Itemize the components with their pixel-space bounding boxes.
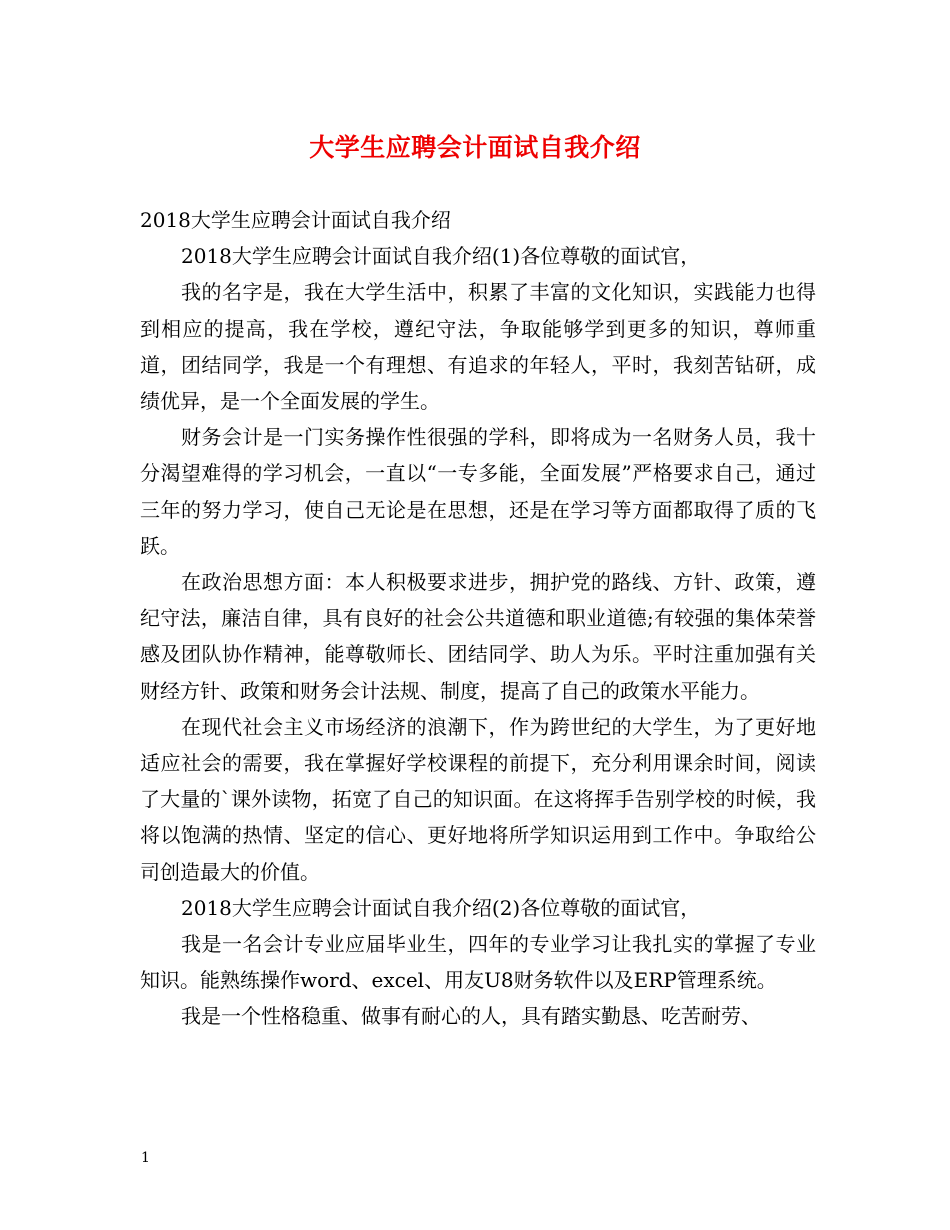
paragraph: 我是一个性格稳重、做事有耐心的人，具有踏实勤恳、吃苦耐劳、	[181, 1004, 761, 1029]
document-title: 大学生应聘会计面试自我介绍	[309, 133, 641, 162]
paragraph-heading: 2018大学生应聘会计面试自我介绍	[140, 208, 451, 232]
paragraph: 我是一名会计专业应届毕业生，四年的专业学习让我扎实的掌握了专业知识。能熟练操作word、excel、用友U8财务软件以及ERP管理系统。	[140, 932, 816, 993]
paragraph: 2018大学生应聘会计面试自我介绍(2)各位尊敬的面试官，	[181, 895, 701, 920]
paragraph: 我的名字是，我在大学生活中，积累了丰富的文化知识，实践能力也得到相应的提高，我在学校，遵纪守法，争取能够学到更多的知识，尊师重道，团结同学，我是一个有理想、有追求的年轻人，平时，我刻苦钻研，成绩优异，是一个全面发展的学生。	[140, 280, 816, 414]
document-body	[140, 202, 816, 1035]
paragraph: 财务会计是一门实务操作性很强的学科，即将成为一名财务人员，我十分渴望难得的学习机会，一直以“一专多能，全面发展”严格要求自己，通过三年的努力学习，使自己无论是在思想，还是在学习等方面都取得了质的飞跃。	[140, 425, 816, 558]
paragraph: 在政治思想方面：本人积极要求进步，拥护党的路线、方针、政策，遵纪守法，廉洁自律，具有良好的社会公共道德和职业道德;有较强的集体荣誉感及团队协作精神，能尊敬师长、团结同学、助人为乐。平时注重加强有关财经方针、政策和财务会计法规、制度，提高了自己的政策水平能力。	[140, 570, 816, 703]
paragraph: 2018大学生应聘会计面试自我介绍(1)各位尊敬的面试官，	[181, 244, 701, 269]
page-number: 1	[141, 1150, 150, 1166]
paragraph: 在现代社会主义市场经济的浪潮下，作为跨世纪的大学生，为了更好地适应社会的需要，我在掌握好学校课程的前提下，充分利用课余时间，阅读了大量的`课外读物，拓宽了自己的知识面。在这将挥手告别学校的时候，我将以饱满的热情、坚定的信心、更好地将所学知识运用到工作中。争取给公司创造最大的价值。	[140, 714, 816, 884]
